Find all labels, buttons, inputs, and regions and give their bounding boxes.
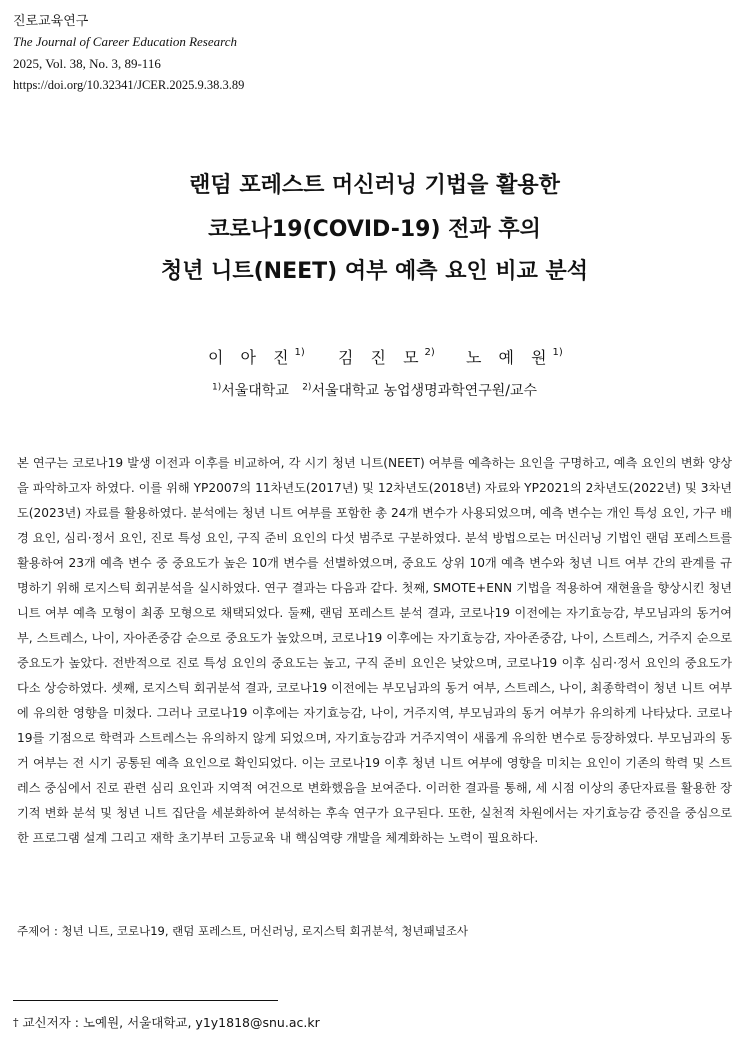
author-1-name: 이 아 진 [208, 348, 295, 367]
journal-name-korean: 진로교육연구 [13, 14, 89, 29]
author-2 [338, 345, 435, 368]
author-3-name: 노 예 원 [466, 348, 553, 367]
issue-info: 2025, Vol. 38, No. 3, 89-116 [13, 56, 161, 71]
author-list [0, 345, 749, 367]
abstract-text: 본 연구는 코로나19 발생 이전과 이후를 비교하여, 각 시기 청년 니트(NEET) 여부를 예측하는 요인을 구명하고, 예측 요인의 변화 양상을 파악하고자 하였다. 이를 위해 YP2007의 11차년도(2017년) 및 12차년도(2018년) 자료와 YP2021의 2차년도(2022년) 및 3차년도(2023년) 자료를 활용하였다. 분석에는 청년 니트 여부를 포함한 총 24개 변수가 사용되었으며, 예측 변수는 개인 특성 요인, 가구 배경 요인, 심리·정서 요인, 진로 특성 요인, 구직 준비 요인의 다섯 범주로 구분하였다. 분석 방법으로는 머신러닝 기법인 랜덤 포레스트를 활용하여 23개 예측 변수 중 중요도가 높은 10개 변수를 선별하였으며, 중요도 상위 10개 예측 변수와 청년 니트 여부 간의 관계를 규명하기 위해 로지스틱 회귀분석을 실시하였다. 연구 결과는 다음과 같다. 첫째, SMOTE+ENN 기법을 적용하여 재현율을 향상시킨 청년 니트 여부 예측 모형이 최종 모형으로 채택되었다. 둘째, 랜덤 포레스트 분석 결과, 코로나19 이전에는 자기효능감, 부모님과의 동거여부, 스트레스, 나이, 자아존중감 순으로 중요도가 높았으며, 코로나19 이후에는 자기효능감, 자아존중감, 나이, 스트레스, 거주지 순으로 중요도가 높았다. 전반적으로 진로 특성 요인의 중요도는 높고, 구직 준비 요인은 낮았으며, 코로나19 이후 심리·정서 요인의 중요도가 다소 상승하였다. 셋째, 로지스틱 회귀분석 결과, 코로나19 이전에는 부모님과의 동거 여부, 스트레스, 나이, 최종학력이 청년 니트 여부에 유의한 영향을 미쳤다. 그러나 코로나19 이후에는 자기효능감, 나이, 거주지역, 부모님과의 동거 여부가 유의하게 나타났다. 코로나19를 기점으로 학력과 스트레스는 유의하지 않게 되었으며, 자기효능감과 거주지역이 새롭게 유의한 변수로 등장하였다. 부모님과의 동거 여부는 전 시기 공통된 예측 요인으로 확인되었다. 이는 코로나19 이후 청년 니트 여부에 영향을 미치는 요인이 기존의 학력 및 스트레스 중심에서 진로 관련 심리 요인과 지역적 여건으로 변화했음을 보여준다. 이러한 결과를 통해, 세 시점 이상의 종단자료를 활용한 장기적 변화 분석 및 청년 니트 집단을 세분화하여 분석하는 후속 연구가 요구된다. 또한, 실천적 차원에서는 자기효능감 증진을 중심으로 한 프로그램 설계 그리고 재학 초기부터 고등교육 내 핵심역량 개발을 체계화하는 노력이 필요하다. [17, 456, 732, 845]
keywords: 주제어 : 청년 니트, 코로나19, 랜덤 포레스트, 머신러닝, 로지스틱 회귀분석, 청년패널조사 [17, 924, 469, 938]
dagger-icon: † [13, 1016, 19, 1029]
doi-link[interactable]: https://doi.org/10.32341/JCER.2025.9.38.3.89 [13, 78, 245, 92]
paper-title-line-2: 코로나19(COVID-19) 전과 후의 [208, 217, 541, 242]
author-2-name: 김 진 모 [338, 348, 425, 367]
affiliation-2-mark: 2) [302, 382, 312, 393]
journal-name-english: The Journal of Career Education Research [13, 34, 237, 49]
corresponding-author-footnote [13, 1013, 320, 1031]
footnote-text: 교신저자 : 노예원, 서울대학교, y1y1818@snu.ac.kr [22, 1015, 320, 1030]
affiliation-1: 서울대학교 [221, 383, 289, 399]
affiliation-2: 서울대학교 농업생명과학연구원/교수 [311, 383, 538, 399]
author-3-mark: 1) [552, 346, 563, 358]
author-1-mark: 1) [294, 346, 305, 358]
footnote-divider [13, 1000, 278, 1001]
author-3 [466, 345, 563, 368]
author-2-mark: 2) [424, 346, 435, 358]
affiliations [0, 380, 749, 400]
paper-title-line-3: 청년 니트(NEET) 여부 예측 요인 비교 분석 [160, 259, 589, 284]
affiliation-1-mark: 1) [211, 382, 222, 393]
paper-title-line-1: 랜덤 포레스트 머신러닝 기법을 활용한 [189, 173, 560, 198]
author-1 [208, 345, 305, 368]
